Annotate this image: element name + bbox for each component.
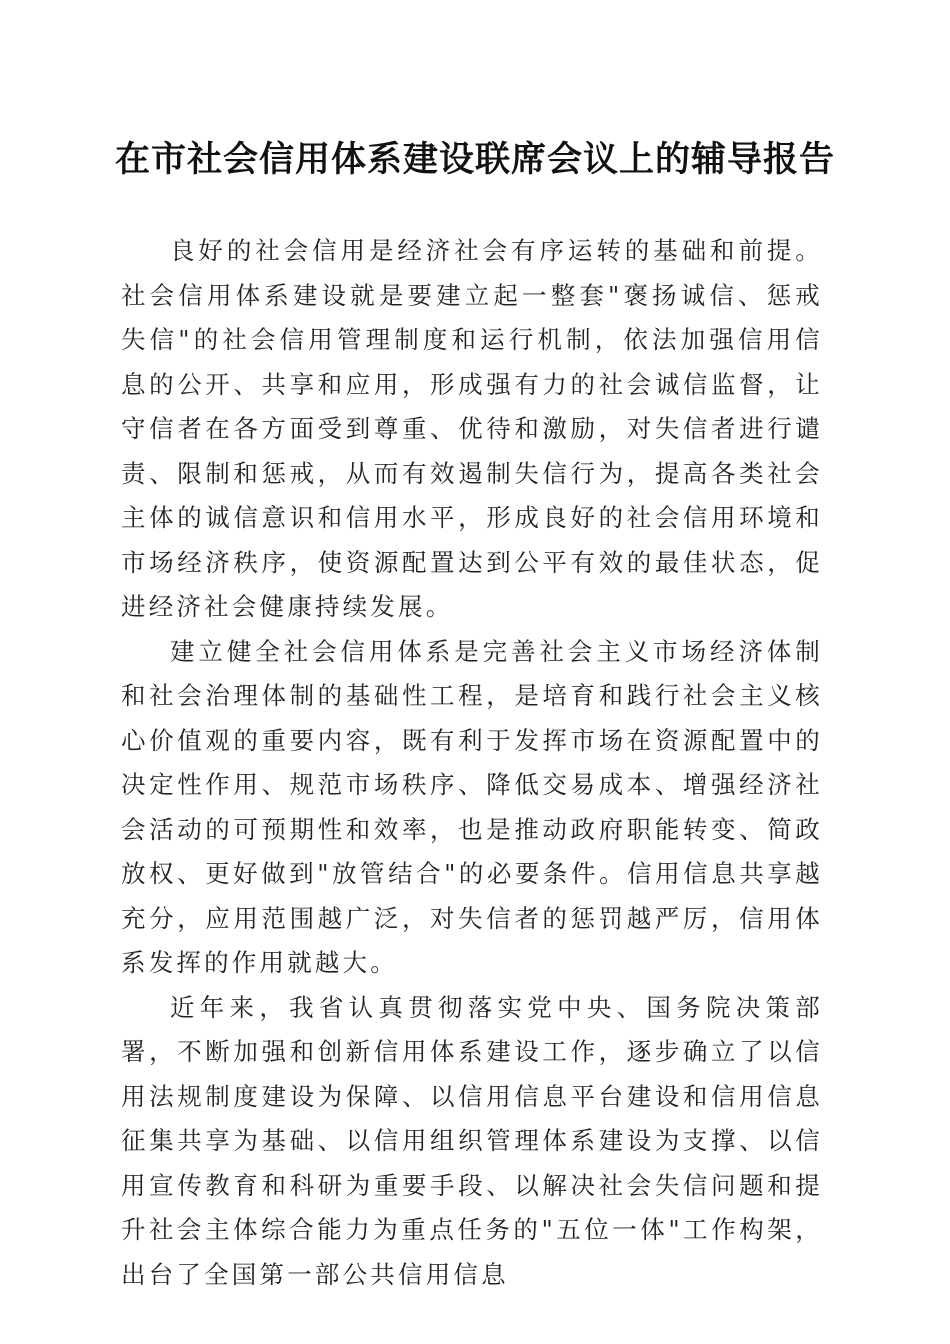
paragraph: 建立健全社会信用体系是完善社会主义市场经济体制和社会治理体制的基础性工程，是培育和践行社会主义核心价值观的重要内容，既有利于发挥市场在资源配置中的决定性作用、规范市场秩序、降低交易成本、增强经济社会活动的可预期性和效率，也是推动政府职能转变、简政放权、更好做到"放管结合"的必要条件。信用信息共享越充分，应用范围越广泛，对失信者的惩罚越严厉，信用体系发挥的作用就越大。 [121,636,823,977]
paragraph: 近年来，我省认真贯彻落实党中央、国务院决策部署，不断加强和创新信用体系建设工作，逐步确立了以信用法规制度建设为保障、以信用信息平台建设和信用信息征集共享为基础、以信用组织管理体系建设为支撑、以信用宣传教育和科研为重要手段、以解决社会失信问题和提升社会主体综合能力为重点任务的"五位一体"工作构架，出台了全国第一部公共信用信息 [121,992,823,1289]
document-body [121,229,823,1297]
document-title: 在市社会信用体系建设联席会议上的辅导报告 [114,139,835,180]
paragraph: 良好的社会信用是经济社会有序运转的基础和前提。社会信用体系建设就是要建立起一整套"褒扬诚信、惩戒失信"的社会信用管理制度和运行机制，依法加强信用信息的公开、共享和应用，形成强有力的社会诚信监督，让守信者在各方面受到尊重、优待和激励，对失信者进行谴责、限制和惩戒，从而有效遏制失信行为，提高各类社会主体的诚信意识和信用水平，形成良好的社会信用环境和市场经济秩序，使资源配置达到公平有效的最佳状态，促进经济社会健康持续发展。 [121,236,823,621]
